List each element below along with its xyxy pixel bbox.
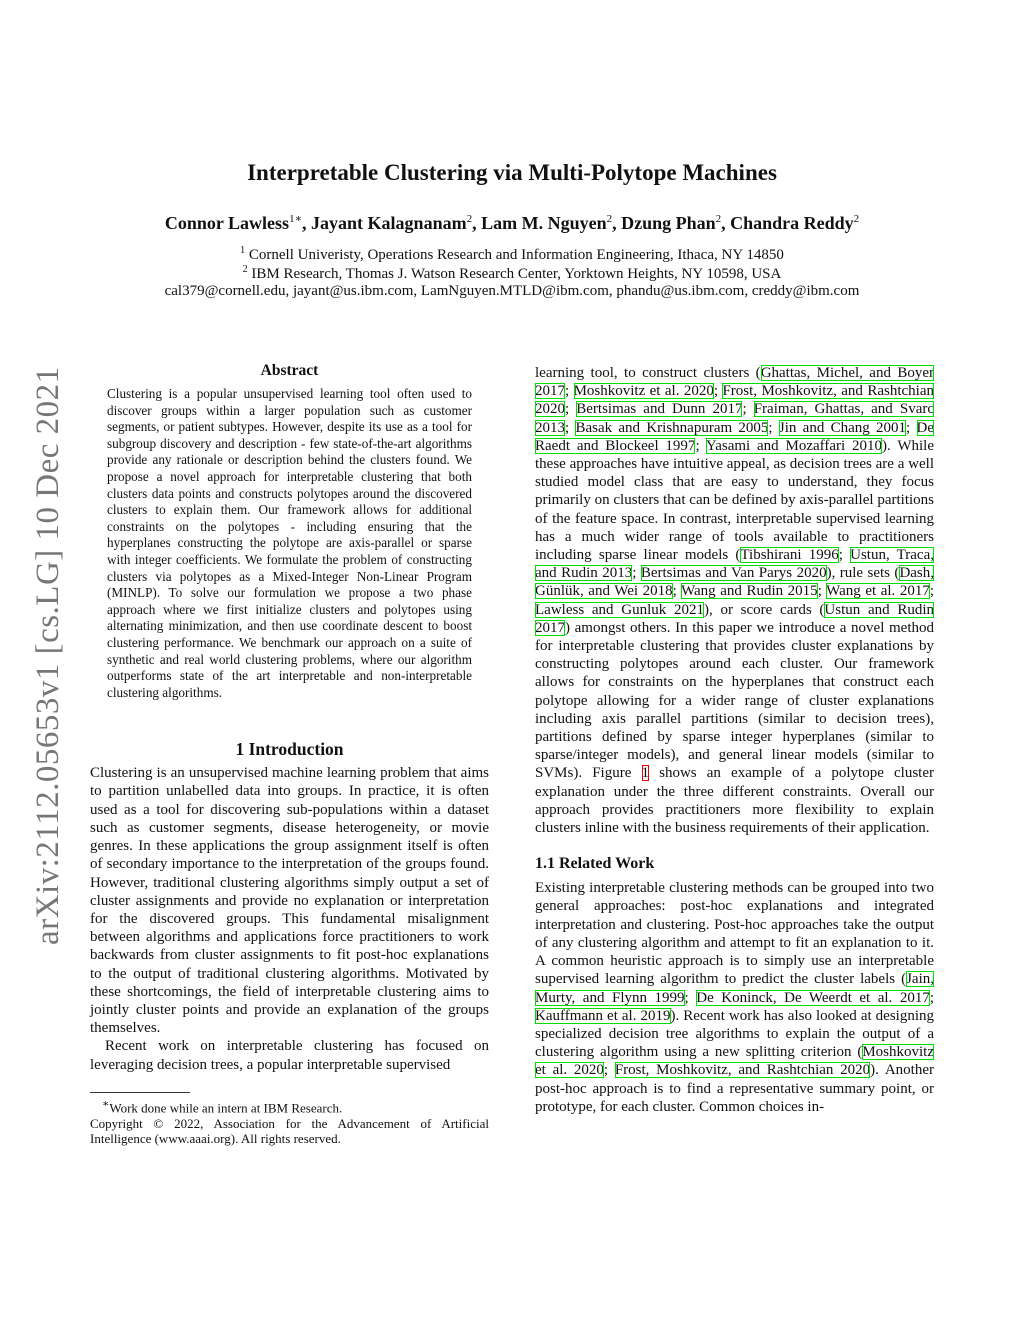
citation-link[interactable]: Fraiman, Ghattas, and Svarc 2013 — [535, 401, 935, 436]
intro-paragraph-continued: learning tool, to construct clusters (Ghattas, Michel, and Boyer 2017; Moshkovitz et al. 2020; Frost, Moshkovitz, and Rashtchian 2020; Bertsimas and Dunn 2017; Fraiman, Ghattas, and Svarc 2013; Basak and Krishnapuram 2005; Jin and Chang 2001; De Raedt and Blockeel 1997; Yasami and Mozaffari 2010). While these approaches have intuitive appeal, as decision trees are a well studied model class that are easy to understand, they focus primarily on clusters that can be defined by axis-parallel partitions of the feature space. In contrast, interpretable supervised learning has a much wider range of tools available to practitioners including sparse linear models (Tibshirani 1996; Ustun, Traca, and Rudin 2013; Bertsimas and Van Parys 2020), rule sets (Dash, Günlük, and Wei 2018; Wang and Rudin 2015; Wang et al. 2017; Lawless and Gunluk 2021), or score cards (Ustun and Rudin 2017) amongst others. In this paper we introduce a novel method for interpretable clustering that provides cluster explanations by constructing polytopes around each cluster. Our framework allows for constraints on the hyperplanes that construct each polytope allowing for a wider range of cluster explanations including axis parallel partitions (similar to decision trees), partitions defined by sparse integer hyperplanes (similar to sparse/integer models), and general linear models (similar to SVMs). Figure 1 shows an example of a polytope cluster explanation under the three different constraints. Overall our approach provides practitioners more flexibility to explain clusters inline with the business requirements of their application. — [535, 365, 935, 837]
intro-paragraph-2: Recent work on interpretable clustering has focused on leveraging decision trees, a popular interpretable supervised — [90, 1038, 489, 1073]
citation-link[interactable]: Wang and Rudin 2015 — [681, 583, 818, 600]
text-run: shows an example of a polytope cluster explanation under the three different constraints. Overall our approach provides practitioners more flexibility to explain clusters inline with the business requirements of their application. — [535, 765, 934, 837]
text-run: learning tool, to construct clusters ( — [535, 365, 761, 381]
affiliation-sup: 2 — [242, 264, 248, 275]
text-run: ), or score cards ( — [703, 601, 825, 618]
citation-link[interactable]: De Raedt and Blockeel 1997 — [535, 419, 934, 454]
abstract-heading: Abstract — [260, 362, 319, 379]
citation-link[interactable]: Frost, Moshkovitz, and Rashtchian 2020 — [535, 383, 934, 418]
citation-link[interactable]: Lawless and Gunluk 2021 — [535, 601, 704, 618]
figure-link[interactable]: 1 — [641, 765, 650, 782]
author-sup: 2 — [606, 213, 613, 225]
author-name: Lam M. Nguyen — [481, 213, 607, 233]
author-name: Jayant Kalagnanam — [311, 213, 467, 233]
author-list: Connor Lawless$^{1∗}$, Jayant Kalagnanam$^2$, Lam M. Nguyen$^2$, Dzung Phan$^2$, Chandra Reddy$^2$ — [164, 213, 860, 233]
text-run: ). Recent work has also looked at designing specialized decision tree algorithms to explain the output of a clustering algorithm using a new splitting criterion ( — [535, 1007, 934, 1061]
citation-link[interactable]: Basak and Krishnapuram 2005 — [575, 419, 769, 436]
text-run: ), rule sets ( — [826, 565, 900, 582]
author-name: Connor Lawless — [164, 213, 290, 233]
author-sup: 2 — [853, 213, 860, 225]
citation-link[interactable]: Bertsimas and Dunn 2017 — [576, 401, 743, 418]
text-run: ) amongst others. In this paper we introduce a novel method for interpretable clustering that provides cluster explanations by constructing polytopes around each cluster. Our framework allows for constraints on the hyperplanes that construct each polytope allowing for a wider range of cluster explanations including axis parallel partitions (similar to decision trees), partitions defined by sparse integer hyperplanes (similar to sparse/integer models), and general linear models (similar to SVMs). Figure — [535, 619, 934, 782]
affiliation-text: IBM Research, Thomas J. Watson Research Center, Yorktown Heights, NY 10598, USA — [251, 266, 782, 282]
citation-link[interactable]: Jain, Murty, and Flynn 1999 — [535, 971, 934, 1006]
footnote-marker: ∗ — [102, 1097, 110, 1110]
citation-link[interactable]: Tibshirani 1996 — [740, 547, 839, 564]
citation-link[interactable]: Moshkovitz et al. 2020 — [535, 1044, 934, 1079]
citation-link[interactable]: Ustun and Rudin 2017 — [535, 601, 935, 636]
related-work-paragraph: Existing interpretable clustering methods can be grouped into two general approaches: post-hoc explanations and integrated interpretation and clustering. Post-hoc approaches take the output of any clustering algorithm and attempt to fit an explanation to it. A common heuristic approach is to simply use an interpretable supervised learning algorithm to predict the cluster labels (Jain, Murty, and Flynn 1999; De Koninck, De Weerdt et al. 2017; Kauffmann et al. 2019). Recent work has also looked at designing specialized decision tree algorithms to explain the output of a clustering algorithm using a new splitting criterion (Moshkovitz et al. 2020; Frost, Moshkovitz, and Rashtchian 2020). Another post-hoc approach is to find a representative summary point, or prototype, for each cluster. Common choices in- — [535, 880, 935, 1115]
left-column — [90, 362, 489, 1147]
footnote — [90, 1097, 489, 1116]
right-column — [535, 364, 934, 1116]
footnote-text: Work done while an intern at IBM Research. — [109, 1100, 343, 1116]
citation-link[interactable]: De Koninck, De Weerdt et al. 2017 — [696, 989, 930, 1006]
citation-link[interactable]: Wang et al. 2017 — [826, 583, 930, 600]
citation-link[interactable]: Yasami and Mozaffari 2010 — [705, 437, 883, 454]
citation-link[interactable]: Moshkovitz et al. 2020 — [573, 383, 714, 400]
abstract-text: Clustering is a popular unsupervised learning tool often used to discover groups within a larger population such as customer segments, or patient subtypes. However, despite its use as a tool for subgroup discovery and description - few state-of-the-art algorithms provide any rationale or description behind the clusters found. We propose a novel approach for interpretable clustering that both clusters data points and constructs polytopes around the discovered clusters to explain them. Our framework allows for additional constraints on the polytopes - including ensuring that the hyperplanes constructing the polytope are axis-parallel or sparse with integer coefficients. We formulate the problem of constructing clusters via polytopes as a Mixed-Integer Non-Linear Program (MINLP). To solve our formulation we propose a two phase approach where we first initialize clusters and polytopes using alternating minimization, and then use coordinate descent to boost clustering performance. We benchmark our approach on a suite of synthetic and real world clustering problems, where our algorithm outperforms state of the art interpretable and non-interpretable clustering algorithms. — [107, 386, 472, 700]
arxiv-stamp: arXiv:2112.05653v1 [cs.LG] 10 Dec 2021 — [30, 366, 66, 945]
affiliation-sup: 1 — [240, 245, 246, 256]
citation-link[interactable]: Kauffmann et al. 2019 — [535, 1007, 671, 1024]
author-name: Dzung Phan — [621, 213, 716, 233]
citation-link[interactable]: Jin and Chang 2001 — [778, 419, 907, 436]
footnote-divider — [90, 1092, 190, 1093]
author-name: Chandra Reddy — [730, 213, 854, 233]
email-list: cal379@cornell.edu, jayant@us.ibm.com, LamNguyen.MTLD@ibm.com, phandu@us.ibm.com, creddy@ibm.com — [164, 283, 860, 299]
intro-paragraph-1: Clustering is an unsupervised machine learning problem that aims to partition unlabelled data into groups. In practice, it is often used as a tool for discovering sub-populations within a dataset such as customer segments, disease heterogeneity, or movie genres. In these applications the group assignment itself is often of secondary importance to the interpretation of the groups found. However, traditional clustering algorithms simply output a set of cluster assignments and provide no explanation or interpretation for the discovered groups. This fundamental misalignment between algorithms and applications force practitioners to work backwards from cluster assignments to fit post-hoc explanations to the output of traditional clustering algorithms. Motivated by these shortcomings, the field of interpretable clustering aims to jointly cluster points and provide an explanation of the groups themselves. — [90, 765, 489, 1037]
copyright-notice: Copyright © 2022, Association for the Advancement of Artificial Intelligence (www.aaai.org). All rights reserved. — [90, 1115, 489, 1147]
introduction-heading: 1 Introduction — [235, 739, 344, 760]
citation-link[interactable]: Bertsimas and Van Parys 2020 — [640, 565, 827, 582]
citation-link[interactable]: Ghattas, Michel, and Boyer 2017 — [535, 365, 935, 400]
text-run: Existing interpretable clustering methods can be grouped into two general approaches: post-hoc explanations and integrated interpretation and clustering. Post-hoc approaches take the output of any clustering algorithm and attempt to fit an explanation to it. A common heuristic approach is to simply use an interpretable supervised learning algorithm to predict the cluster labels ( — [535, 880, 934, 988]
author-sup: 2 — [715, 213, 722, 225]
citation-link[interactable]: Frost, Moshkovitz, and Rashtchian 2020 — [614, 1062, 871, 1079]
affiliation-2 — [0, 264, 1024, 283]
author-sup: 2 — [466, 213, 473, 225]
affiliation-text: Cornell Univeristy, Operations Research and Information Engineering, Ithaca, NY 14850 — [248, 247, 784, 263]
paper-title: Interpretable Clustering via Multi-Polytope Machines — [247, 160, 777, 185]
citation-link[interactable]: Dash, Günlük, and Wei 2018 — [535, 565, 935, 600]
citation-link[interactable]: Ustun, Traca, and Rudin 2013 — [535, 547, 934, 582]
affiliation-1 — [0, 245, 1024, 264]
author-sup: 1∗ — [289, 213, 303, 225]
text-run: ). While these approaches have intuitive appeal, as decision trees are a well studied model class that are easy to understand, they focus primarily on clusters that can be defined by axis-parallel partitions of the feature space. In contrast, interpretable supervised learning has a much wider range of tools available to practitioners including sparse linear models ( — [535, 437, 934, 564]
related-work-heading: 1.1 Related Work — [535, 855, 655, 873]
text-run: ). Another post-hoc approach is to find a representative summary point, or prototype, for each cluster. Common choices in- — [535, 1062, 934, 1115]
